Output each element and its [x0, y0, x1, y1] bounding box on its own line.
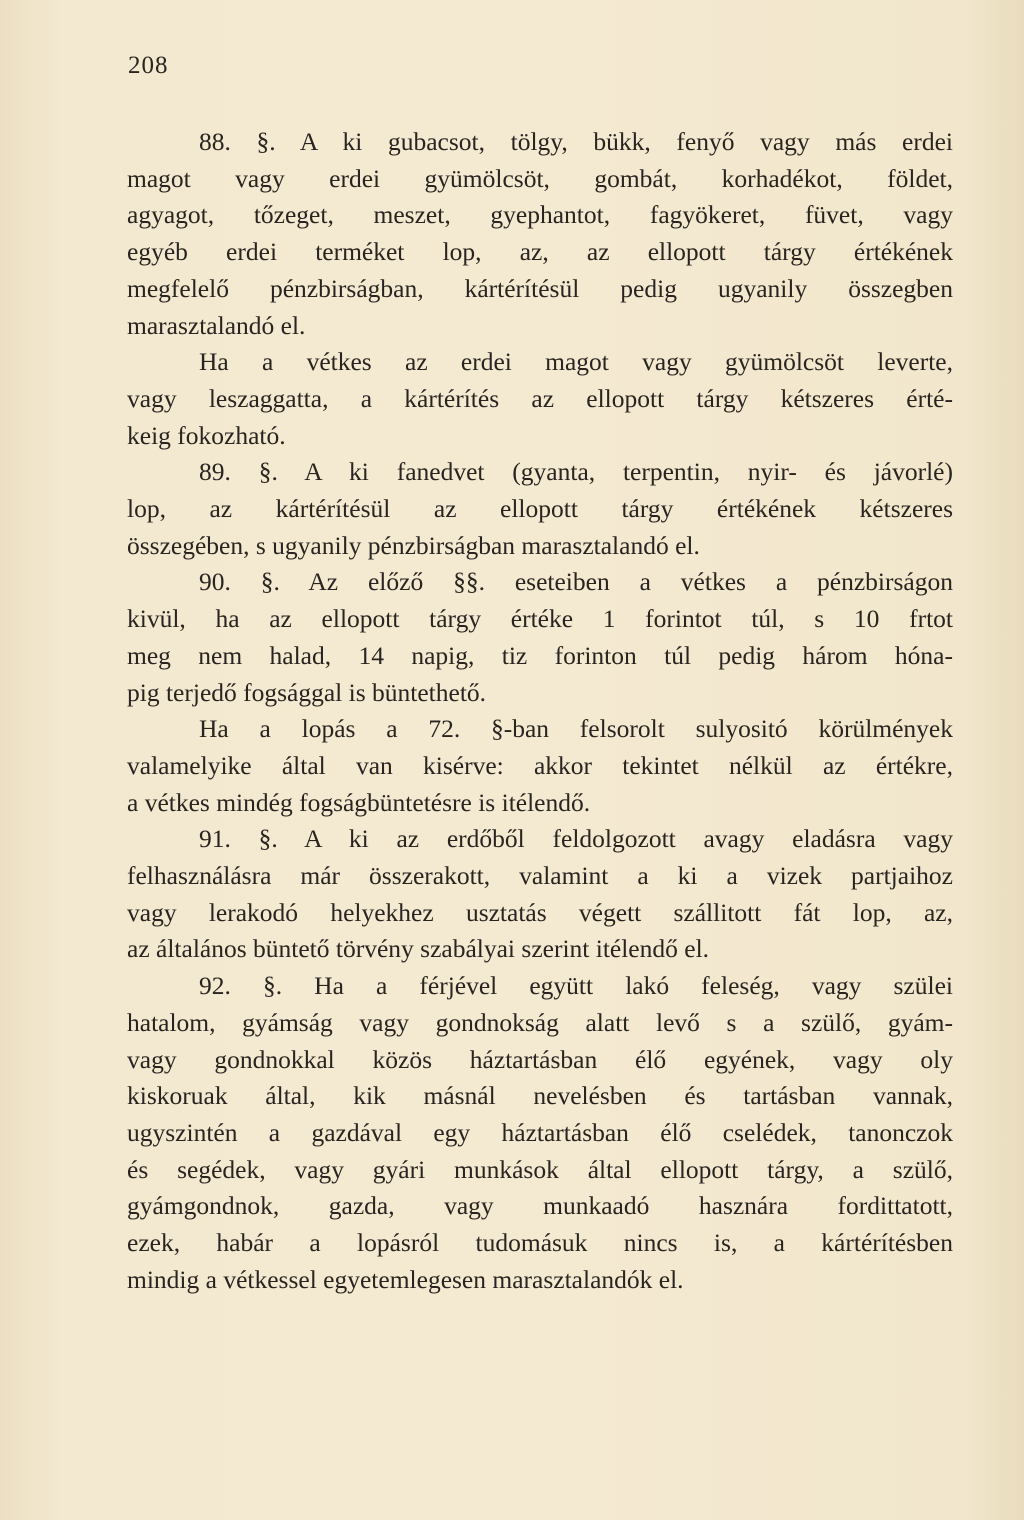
text-line: 91. §. A ki az erdőből feldolgozott avagy eladásra vagy — [199, 824, 953, 854]
text-line: hatalom, gyámság vagy gondnokság alatt levő s a szülő, gyám- — [127, 1007, 953, 1037]
text-line: 90. §. Az előző §§. eseteiben a vétkes a pénzbirságon — [199, 567, 953, 597]
text-line: 89. §. A ki fanedvet (gyanta, terpentin, nyir- és jávorlé) — [199, 457, 953, 487]
text-line: egyéb erdei terméket lop, az, az ellopott tárgy értékének — [127, 237, 953, 267]
text-line: kivül, ha az ellopott tárgy értéke 1 forintot túl, s 10 frtot — [127, 604, 953, 634]
text-line: megfelelő pénzbirságban, kártérítésül pedig ugyanily összegben — [127, 273, 953, 303]
text-line: 88. §. A ki gubacsot, tölgy, bükk, fenyő vagy más erdei — [199, 127, 953, 156]
text-line: marasztalandó el. — [127, 310, 306, 340]
text-line: lop, az kártérítésül az ellopott tárgy értékének kétszeres — [127, 494, 953, 524]
body-text — [127, 124, 953, 1299]
text-line: ezek, habár a lopásról tudomásuk nincs is, a kártérítésben — [127, 1228, 953, 1258]
page-number: 208 — [128, 52, 169, 79]
text-line: vagy gondnokkal közös háztartásban élő egyének, vagy oly — [127, 1044, 953, 1074]
text-line: és segédek, vagy gyári munkások által ellopott tárgy, a szülő, — [127, 1154, 953, 1184]
text-line: gyámgondnok, gazda, vagy munkaadó hasznára fordittatott, — [127, 1191, 953, 1221]
text-line: Ha a vétkes az erdei magot vagy gyümölcsöt leverte, — [199, 347, 953, 377]
text-line: agyagot, tőzeget, meszet, gyephantot, fagyökeret, füvet, vagy — [127, 200, 953, 230]
text-line: Ha a lopás a 72. §-ban felsorolt sulyositó körülmények — [199, 714, 953, 744]
text-line: mindig a vétkessel egyetemlegesen marasztalandók el. — [127, 1264, 684, 1294]
text-line: az általános büntető törvény szabályai szerint itélendő el. — [127, 934, 710, 964]
text-line: összegében, s ugyanily pénzbirságban marasztalandó el. — [127, 530, 700, 560]
text-line: kiskoruak által, kik másnál nevelésben és tartásban vannak, — [127, 1081, 953, 1111]
text-line: valamelyike által van kisérve: akkor tekintet nélkül az értékre, — [127, 750, 953, 780]
text-line: magot vagy erdei gyümölcsöt, gombát, korhadékot, földet, — [127, 163, 953, 193]
text-line: meg nem halad, 14 napig, tiz forinton túl pedig három hóna- — [127, 640, 953, 670]
text-line: vagy lerakodó helyekhez usztatás végett szállitott fát lop, az, — [127, 897, 953, 927]
text-line: keig fokozható. — [127, 420, 286, 450]
text-line: vagy leszaggatta, a kártérítés az ellopott tárgy kétszeres érté- — [127, 383, 953, 413]
text-line: a vétkes mindég fogságbüntetésre is itélendő. — [127, 787, 591, 817]
text-line: felhasználásra már összerakott, valamint a ki a vizek partjaihoz — [127, 861, 953, 891]
text-line: ugyszintén a gazdával egy háztartásban élő cselédek, tanonczok — [127, 1117, 953, 1147]
text-line: pig terjedő fogsággal is büntethető. — [127, 677, 487, 707]
text-line: 92. §. Ha a férjével együtt lakó feleség, vagy szülei — [199, 971, 953, 1001]
